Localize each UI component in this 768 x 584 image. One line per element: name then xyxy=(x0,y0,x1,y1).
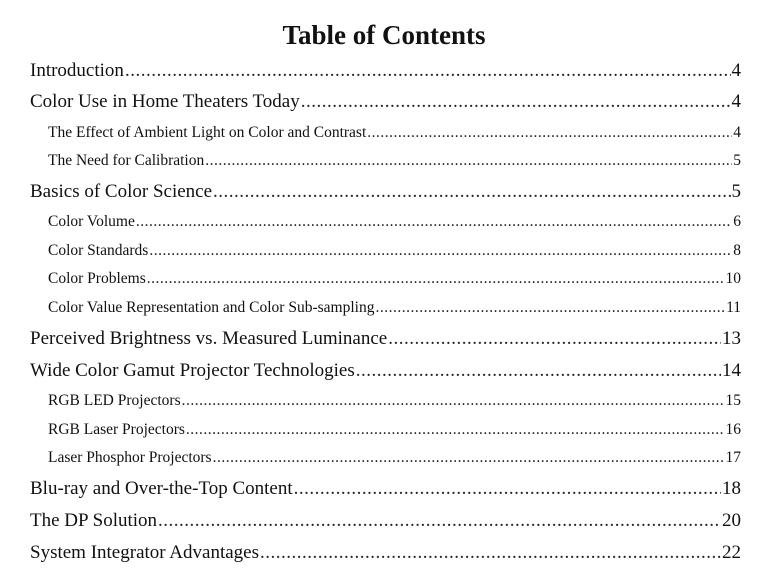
dot-leader xyxy=(356,359,721,383)
toc-page-number[interactable]: 5 xyxy=(731,181,741,202)
toc-entry-title[interactable]: RGB Laser Projectors xyxy=(48,421,185,438)
toc-page-number[interactable]: 14 xyxy=(722,360,741,381)
toc-entry[interactable] xyxy=(30,359,741,383)
dot-leader xyxy=(147,269,725,289)
toc-page-number[interactable]: 6 xyxy=(733,213,741,230)
toc-entry-title[interactable]: The Effect of Ambient Light on Color and Contrast xyxy=(48,124,367,141)
toc-entry-title[interactable]: Color Standards xyxy=(48,242,149,259)
toc-subentry[interactable] xyxy=(48,123,741,143)
toc-entry-title[interactable]: The Need for Calibration xyxy=(48,152,205,169)
toc-page-number[interactable]: 15 xyxy=(725,392,741,409)
toc-entry-title[interactable]: Laser Phosphor Projectors xyxy=(48,449,212,466)
toc-entry-title[interactable]: System Integrator Advantages xyxy=(30,542,260,563)
toc-page-number[interactable]: 4 xyxy=(731,91,741,112)
dot-leader xyxy=(301,90,731,114)
toc-subentry[interactable] xyxy=(48,298,741,318)
toc-entry-title[interactable]: RGB LED Projectors xyxy=(48,392,181,409)
dot-leader xyxy=(388,327,721,351)
page-title: Table of Contents xyxy=(282,20,486,50)
dot-leader xyxy=(260,541,721,565)
toc-entry-title[interactable]: Color Problems xyxy=(48,270,146,287)
toc-subentry[interactable] xyxy=(48,151,741,171)
toc-page-number[interactable]: 4 xyxy=(733,124,741,141)
toc-page-number[interactable]: 17 xyxy=(725,449,741,466)
toc-subentry[interactable] xyxy=(48,269,741,289)
toc-page-number[interactable]: 8 xyxy=(733,242,741,259)
toc-page-number[interactable]: 22 xyxy=(722,542,741,563)
toc-entry[interactable] xyxy=(30,327,741,351)
toc-entry-title[interactable]: Color Use in Home Theaters Today xyxy=(30,91,300,112)
toc-entry-title[interactable]: The DP Solution xyxy=(30,510,158,531)
toc-page-number[interactable]: 11 xyxy=(726,299,741,316)
dot-leader xyxy=(149,241,732,261)
toc-page-number[interactable]: 10 xyxy=(725,270,741,287)
toc-entry-title[interactable]: Wide Color Gamut Projector Technologies xyxy=(30,360,355,381)
toc-entry-title[interactable]: Introduction xyxy=(30,60,124,81)
dot-leader xyxy=(186,420,725,440)
toc-page-number[interactable]: 13 xyxy=(722,328,741,349)
toc-page-number[interactable]: 20 xyxy=(722,510,741,531)
dot-leader xyxy=(375,298,725,318)
dot-leader xyxy=(136,212,732,232)
dot-leader xyxy=(182,391,725,411)
toc-page-number[interactable]: 18 xyxy=(722,478,741,499)
toc-entry-title[interactable]: Blu-ray and Over-the-Top Content xyxy=(30,478,293,499)
dot-leader xyxy=(213,448,725,468)
toc-subentry[interactable] xyxy=(48,212,741,232)
toc-subentry[interactable] xyxy=(48,241,741,261)
toc-entry[interactable] xyxy=(30,90,741,114)
toc-entry[interactable] xyxy=(30,59,741,83)
dot-leader xyxy=(205,151,732,171)
toc-subentry[interactable] xyxy=(48,420,741,440)
toc-subentry[interactable] xyxy=(48,391,741,411)
dot-leader xyxy=(213,180,730,204)
toc-entry-title[interactable]: Perceived Brightness vs. Measured Luminance xyxy=(30,328,388,349)
toc-page-number[interactable]: 5 xyxy=(733,152,741,169)
dot-leader xyxy=(367,123,732,143)
toc-page-number[interactable]: 4 xyxy=(731,60,741,81)
toc-entry-title[interactable]: Color Volume xyxy=(48,213,135,230)
toc-page-number[interactable]: 16 xyxy=(725,421,741,438)
toc-entry[interactable] xyxy=(30,509,741,533)
dot-leader xyxy=(158,509,721,533)
toc-entry[interactable] xyxy=(30,180,741,204)
toc-entry[interactable] xyxy=(30,541,741,565)
toc-entry-title[interactable]: Basics of Color Science xyxy=(30,181,213,202)
toc-entry-title[interactable]: Color Value Representation and Color Sub-sampling xyxy=(48,299,375,316)
dot-leader xyxy=(125,59,731,83)
toc-entry[interactable] xyxy=(30,477,741,501)
dot-leader xyxy=(294,477,721,501)
toc-subentry[interactable] xyxy=(48,448,741,468)
